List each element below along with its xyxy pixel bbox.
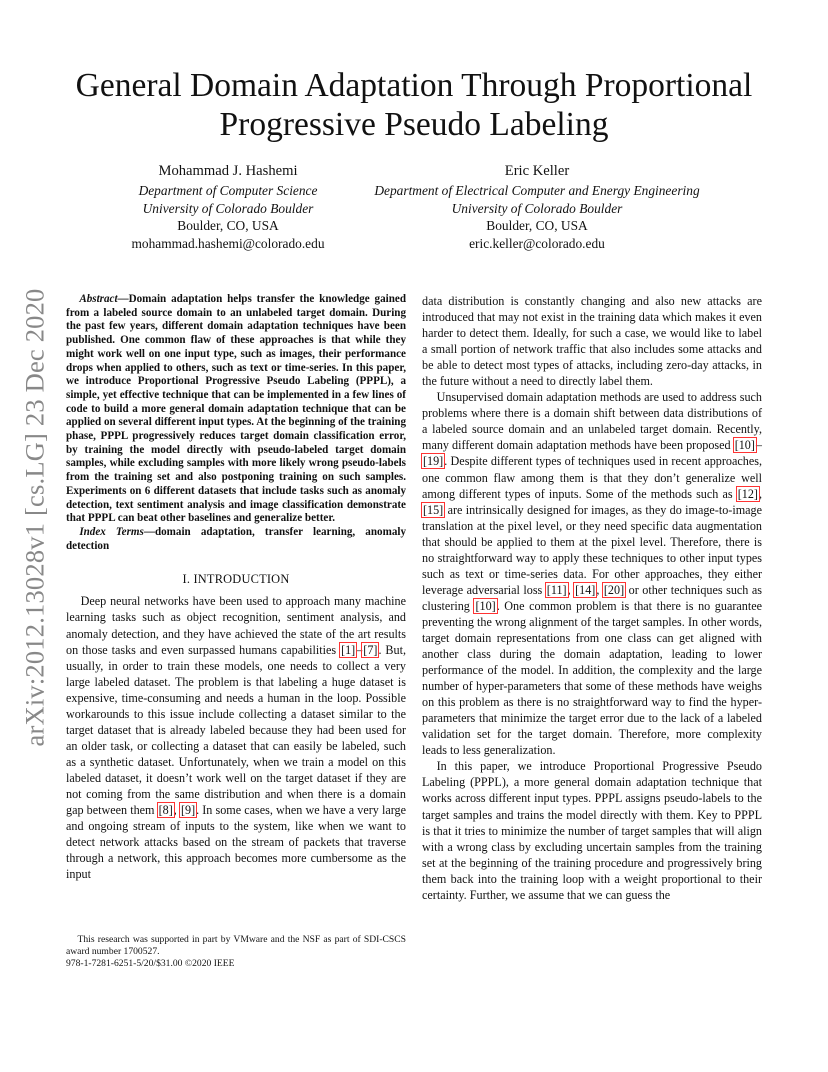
author-university: University of Colorado Boulder (142, 200, 314, 216)
intro-paragraph-1-continued: data distribution is constantly changing and also new attacks are introduced that may not exist in the training data which makes it even harder to detect them. Ideally, for such a case, we would like to label a small portion of network traffic that also includes some attacks and be able to detect most types of attacks, including zero-day attacks, in the future without a need to directly label them. (422, 294, 762, 389)
paragraph-text: – (356, 642, 363, 657)
author-location: Boulder, CO, USA (177, 218, 279, 234)
intro-paragraph-3: In this paper, we introduce Proportional Progressive Pseudo Labeling (PPPL), a more general domain adaptation technique that works across different input types. PPPL assigns pseudo-labels to the target samples and trains the model directly with them. Key to PPPL is that it tries to minimize the number of target samples that will align with a wrong class by excluding uncertain samples from the training set at the beginning of the training procedure and progressively bring them back into the training loop with a weight proportional to their certainty. Further, we assume that we can guess the (422, 759, 762, 902)
right-column (422, 293, 762, 903)
paragraph-text: – (755, 438, 762, 453)
paragraph-text: . Despite different types of techniques used in recent approaches, one common flaw among them is that they don’t generalize well among different types of inputs. Some of the methods such as (422, 454, 762, 501)
author-email: eric.keller@colorado.edu (469, 235, 605, 251)
abstract-lead: Abstract (79, 293, 118, 305)
paragraph-text: or other techniques such as clustering (422, 582, 762, 613)
citation-link[interactable]: [10] (475, 598, 496, 613)
citation-link[interactable]: [1] (341, 642, 356, 657)
index-terms-text: —domain adaptation, transfer learning, anomaly detection (66, 525, 406, 552)
author-university: University of Colorado Boulder (451, 200, 623, 216)
index-terms (66, 526, 406, 553)
citation-link[interactable]: [7] (363, 642, 378, 657)
citation-link[interactable]: [20] (603, 582, 625, 597)
author-block-2 (352, 163, 722, 252)
citation-link[interactable]: [9] (180, 803, 196, 818)
citation-link[interactable]: [10] (734, 438, 755, 453)
citation-link[interactable]: [15] (423, 502, 444, 517)
paragraph-text: , (173, 803, 180, 818)
intro-paragraph-2 (422, 389, 762, 758)
author-department: Department of Computer Science (138, 183, 318, 199)
paragraph-text: , (596, 582, 603, 597)
paragraph-text: , (758, 486, 762, 501)
paragraph-text: are intrinsically designed for images, as they do image-to-image translation at the pixel level, or they need specific data augmentation that should be applied to them at the pixel level. Therefore, there is no straightforward way to apply these techniques to other input types such as text or time-series data. For other approaches, they either leverage adversarial loss (422, 502, 762, 597)
index-terms-lead: Index Terms (79, 525, 144, 538)
section-title-first-letter: I (193, 572, 198, 587)
left-column (66, 293, 406, 882)
paragraph-text: Deep neural networks have been used to approach many machine learning tasks such as object recognition, sentiment analysis, and anomaly detection, and they have achieved the state of the art results on those tasks and even surpassed humans capabilities (66, 594, 406, 657)
section-number: I. (182, 572, 194, 587)
abstract-text: —Domain adaptation helps transfer the knowledge gained from a labeled source domain to an unlabeled target domain. During the past few years, different domain adaptation techniques have been published. One common flaw of these approaches is that while they might work well on one input type, such as images, their performance drops when applied to others, such as text or time-series. In this paper, we introduce Proportional Progressive Pseudo Labeling (PPPL), a simple, yet effective technique that can be implemented in a few lines of code to build a more general domain adaptation technique that can be applied on several different input types. At the beginning of the training phase, PPPL progressively reduces target domain classification error, by training the model directly with pseudo-labeled target domain samples, while excluding samples with more likely wrong pseudo-labels from the training set and also postponing training on such samples. Experiments on 6 different datasets that include tasks such as anomaly detection, text sentiment analysis and image classification demonstrate that PPPL can beat other baselines and generalize better. (66, 293, 406, 525)
abstract (66, 293, 406, 526)
author-name: Mohammad J. Hashemi (158, 163, 298, 179)
paragraph-text: . One common problem is that there is no guarantee preventing the wrong alignment of the target samples. In other words, target domain representations from one class can get aligned with another class during the domain adaptation, leading to lower performance of the model. In addition, the complexity and the large number of hyper-parameters that some of these methods have weighs on this problem as there is no straightforward way to find the hyper-parameters that minimize the target error due to the lack of a labeled validation set for the target domain. Therefore, more complexity leads to less generalization. (422, 598, 762, 758)
paragraph-text: Unsupervised domain adaptation methods are used to address such problems where there is a domain shift between data distributions of a labeled source domain and an unlabeled target domain. Recently, many different domain adaptation methods have been proposed (422, 390, 762, 453)
section-heading-introduction (66, 571, 406, 587)
footnote (66, 934, 406, 970)
citation-link[interactable]: [14] (575, 582, 596, 597)
citation-link[interactable]: [12] (737, 486, 758, 501)
author-email: mohammad.hashemi@colorado.edu (131, 235, 325, 251)
section-title-rest: NTRODUCTION (197, 572, 290, 587)
copyright-notice: 978-1-7281-6251-5/20/$31.00 ©2020 IEEE (66, 958, 235, 970)
author-location: Boulder, CO, USA (486, 218, 588, 234)
author-name: Eric Keller (504, 163, 570, 179)
citation-link[interactable]: [11] (546, 582, 567, 597)
intro-paragraph-1 (66, 593, 406, 882)
paragraph-text: . In some cases, when we have a very large and ongoing stream of inputs to the system, like when we want to detect network attacks based on the stream of packets that traverse through a network, this approach becomes more cumbersome as the input (66, 803, 407, 882)
paper-title: General Domain Adaptation Through Proportional Progressive Pseudo Labeling (75, 67, 753, 143)
arxiv-identifier-text: arXiv:2012.13028v1 [cs.LG] 23 Dec 2020 (19, 287, 50, 747)
paragraph-text: . But, usually, in order to train these models, one needs to collect a very large labeled dataset. The problem is that labeling a huge dataset is expensive, time-consuming and needs a human in the loop. Possible workarounds to this issue include collecting a dataset similar to the target dataset that is already labeled because they had been used for an older task, or collecting a dataset that can easily be labeled, such as a synthetic dataset. Unfortunately, when we train a model on this labeled dataset, it doesn’t work well on the target dataset if they are not coming from the same distribution and when there is a domain gap between them (66, 642, 406, 818)
citation-link[interactable]: [8] (158, 803, 173, 818)
funding-footnote: This research was supported in part by VMware and the NSF as part of SDI-CSCS award number 1700527. (66, 934, 406, 958)
author-block-1 (96, 163, 360, 252)
arxiv-identifier (12, 282, 58, 752)
author-department: Department of Electrical Computer and Energy Engineering (374, 183, 700, 199)
citation-link[interactable]: [19] (423, 454, 444, 469)
paragraph-text: , (567, 582, 575, 597)
